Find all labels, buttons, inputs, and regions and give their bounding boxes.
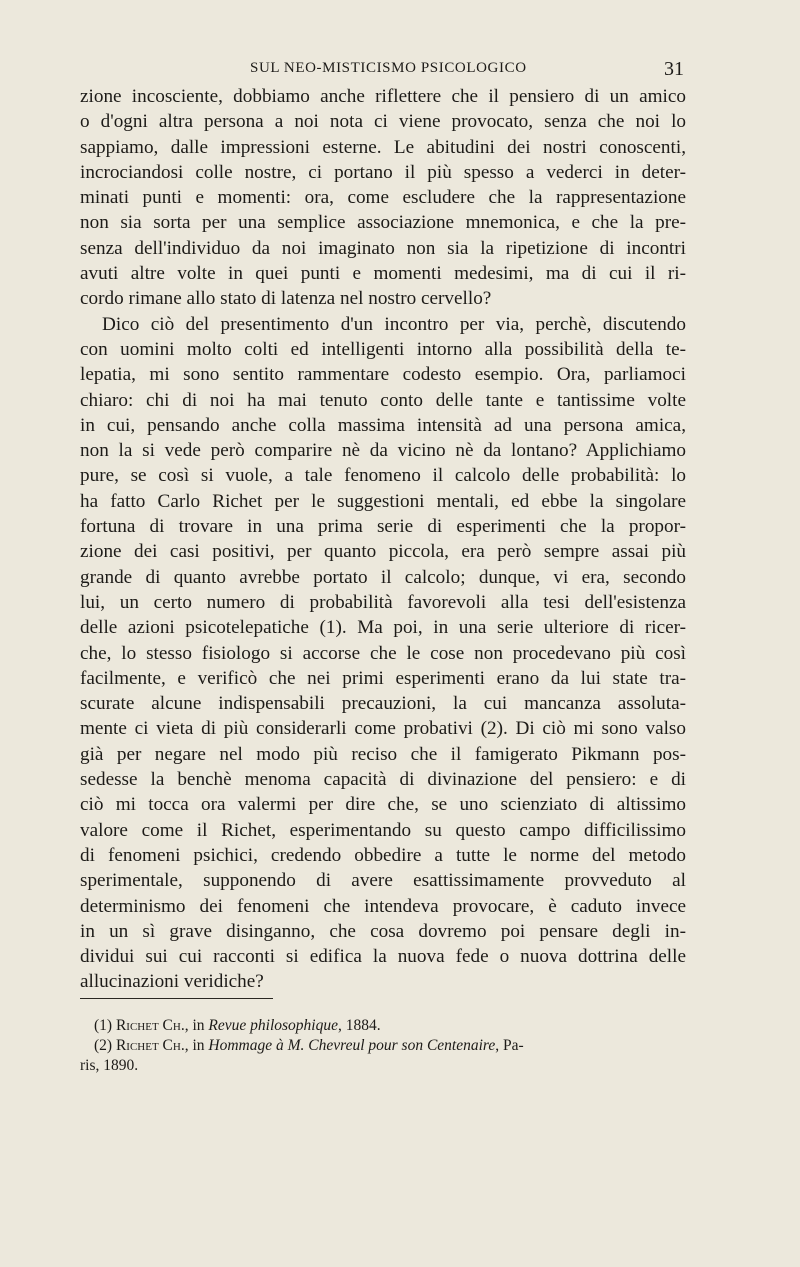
- text-line: incrociandosi colle nostre, ci portano il più spesso a vederci in deter-: [80, 161, 686, 183]
- text-line: in cui, pensando anche colla massima intensità ad una persona amica,: [80, 414, 686, 436]
- text-line: ha fatto Carlo Richet per le suggestioni mentali, ed ebbe la singolare: [80, 490, 686, 512]
- footnote-author: Richet Ch.: [115, 1037, 185, 1054]
- footnote-work: Hommage à M. Chevreul pour son Centenaire: [208, 1037, 496, 1054]
- text-line: dividui sui cui racconti si edifica la nuova fede o nuova dottrina delle: [80, 946, 686, 968]
- text-line: allucinazioni veridiche?: [80, 971, 264, 993]
- text-line: delle azioni psicotelepatiche (1). Ma poi, in una serie ulteriore di ricer-: [80, 617, 686, 639]
- text-line: sperimentale, supponendo di avere esattissimamente provveduto al: [80, 870, 686, 892]
- text-line: non sia sorta per una semplice associazione mnemonica, e che la pre-: [80, 212, 686, 234]
- text-line: Dico ciò del presentimento d'un incontro per via, perchè, discutendo: [102, 313, 686, 335]
- text-line: di fenomeni psichici, credendo obbedire a tutte le norme del metodo: [80, 844, 686, 866]
- footnote-2: [80, 1036, 686, 1056]
- footnote-connector: , in: [184, 1037, 209, 1054]
- text-line: che, lo stesso fisiologo si accorse che le cose non procedevano più così: [80, 642, 686, 664]
- text-line: scurate alcune indispensabili precauzioni, la cui mancanza assoluta-: [80, 693, 686, 715]
- footnote-author: Richet Ch.: [115, 1017, 185, 1034]
- text-line: in un sì grave disinganno, che cosa dovremo poi pensare degli in-: [80, 920, 686, 942]
- footnote-2-continuation: ris, 1890.: [80, 1057, 139, 1074]
- footnote-work: Revue philosophique: [208, 1017, 338, 1034]
- footnotes: [80, 1016, 686, 1076]
- text-line: senza dell'individuo da noi imaginato non sia la ripetizione di incontri: [80, 237, 686, 259]
- text-line: fortuna di trovare in una prima serie di esperimenti che la propor-: [80, 516, 686, 538]
- body-text: [80, 84, 686, 995]
- running-head: [78, 60, 684, 84]
- text-line: determinismo dei fenomeni che intendeva provocare, è caduto invece: [80, 895, 686, 917]
- running-title: SUL NEO-MISTICISMO PSICOLOGICO: [250, 60, 527, 76]
- text-line: chiaro: chi di noi ha mai tenuto conto delle tante e tantissime volte: [80, 389, 686, 411]
- text-line: sedesse la benchè menoma capacità di divinazione del pensiero: e di: [80, 769, 686, 791]
- footnote-marker: (1): [94, 1017, 113, 1034]
- footnote-rest: , Pa-: [495, 1037, 524, 1054]
- page-number: 31: [664, 58, 684, 80]
- footnote-connector: , in: [184, 1017, 209, 1034]
- text-line: zione dei casi positivi, per quanto piccola, era però sempre assai più: [80, 541, 686, 563]
- text-line: già per negare nel modo più reciso che il famigerato Pikmann pos-: [80, 743, 686, 765]
- text-line: grande di quanto avrebbe portato il calcolo; dunque, vi era, secondo: [80, 566, 686, 588]
- footnote-rest: , 1884.: [337, 1017, 381, 1034]
- text-line: o d'ogni altra persona a noi nota ci viene provocato, senza che noi lo: [80, 111, 686, 133]
- footnote-marker: (2): [94, 1037, 113, 1054]
- text-line: con uomini molto colti ed intelligenti intorno alla possibilità della te-: [80, 338, 686, 360]
- text-line: mente ci vieta di più considerarli come probativi (2). Di ciò mi sono valso: [80, 718, 686, 740]
- text-line: minati punti e momenti: ora, come escludere che la rappresentazione: [80, 187, 686, 209]
- text-line: cordo rimane allo stato di latenza nel nostro cervello?: [80, 288, 492, 310]
- text-line: sappiamo, dalle impressioni esterne. Le abitudini dei nostri conoscenti,: [80, 136, 686, 158]
- text-line: valore come il Richet, esperimentando su questo campo difficilissimo: [80, 819, 686, 841]
- text-line: zione incosciente, dobbiamo anche riflettere che il pensiero di un amico: [80, 86, 686, 107]
- text-line: lepatia, mi sono sentito rammentare codesto esempio. Ora, parliamoci: [80, 364, 686, 386]
- text-line: facilmente, e verificò che nei primi esperimenti erano da lui state tra-: [80, 667, 686, 689]
- footnote-rule: [80, 998, 273, 999]
- text-line: pure, se così si vuole, a tale fenomeno il calcolo delle probabilità: lo: [80, 465, 686, 487]
- text-line: lui, un certo numero di probabilità favorevoli alla tesi dell'esistenza: [80, 591, 686, 613]
- text-line: ciò mi tocca ora valermi per dire che, se uno scienziato di altissimo: [80, 794, 686, 816]
- text-line: avuti altre volte in quei punti e momenti medesimi, ma di cui il ri-: [80, 263, 686, 285]
- text-line: non la si vede però comparire nè da vicino nè da lontano? Applichiamo: [80, 440, 686, 462]
- footnote-1: [80, 1016, 686, 1036]
